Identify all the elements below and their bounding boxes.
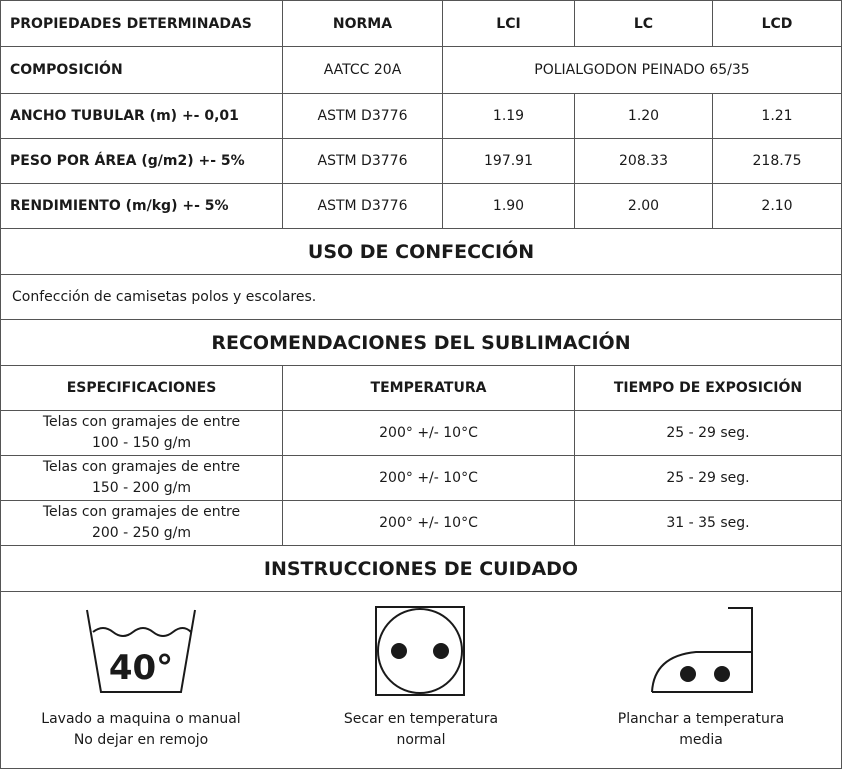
property-lci: 1.19	[443, 94, 575, 139]
cuidado-icons-row	[1, 592, 842, 769]
spec-line-1: Telas con gramajes de entre	[42, 459, 241, 475]
property-lcd: 2.10	[713, 184, 842, 229]
table-row	[1, 139, 842, 184]
spec-cell	[1, 411, 283, 456]
header-norma: NORMA	[283, 1, 443, 47]
temp-cell: 200° +/- 10°C	[283, 501, 575, 546]
property-lci: 1.90	[443, 184, 575, 229]
property-norma: ASTM D3776	[283, 94, 443, 139]
property-lcd: 1.21	[713, 94, 842, 139]
header-lc: LC	[575, 1, 713, 47]
property-lc: 1.20	[575, 94, 713, 139]
header-especificaciones: ESPECIFICACIONES	[1, 366, 283, 411]
property-label: PESO POR ÁREA (g/m2) +- 5%	[1, 139, 283, 184]
care-item-iron	[581, 592, 821, 751]
care-label-line-2: media	[679, 732, 723, 748]
uso-title: USO DE CONFECCIÓN	[1, 229, 842, 275]
care-icons	[1, 592, 841, 768]
composicion-row	[1, 47, 842, 94]
property-lcd: 218.75	[713, 139, 842, 184]
care-item-dry	[301, 592, 541, 751]
sublimacion-header-row	[1, 366, 842, 411]
spec-cell	[1, 456, 283, 501]
header-lci: LCI	[443, 1, 575, 47]
care-label-line-2: No dejar en remojo	[73, 732, 209, 748]
composicion-norma: AATCC 20A	[283, 47, 443, 94]
header-tiempo: TIEMPO DE EXPOSICIÓN	[575, 366, 842, 411]
spec-line-1: Telas con gramajes de entre	[42, 504, 241, 520]
property-lc: 208.33	[575, 139, 713, 184]
time-cell: 25 - 29 seg.	[575, 411, 842, 456]
spec-line-2: 200 - 250 g/m	[91, 525, 192, 541]
wash-temperature-symbol: 40°	[108, 648, 174, 688]
cuidado-title-row	[1, 546, 842, 592]
iron-medium-icon	[646, 606, 756, 696]
wash-40-icon	[81, 606, 201, 696]
table-row	[1, 411, 842, 456]
property-lc: 2.00	[575, 184, 713, 229]
care-label-line-2: normal	[396, 732, 446, 748]
spec-line-2: 150 - 200 g/m	[91, 480, 192, 496]
table-row	[1, 501, 842, 546]
time-cell: 25 - 29 seg.	[575, 456, 842, 501]
property-norma: ASTM D3776	[283, 184, 443, 229]
header-lcd: LCD	[713, 1, 842, 47]
sublimacion-title-row	[1, 320, 842, 366]
uso-text: Confección de camisetas polos y escolares.	[1, 275, 842, 320]
header-temperatura: TEMPERATURA	[283, 366, 575, 411]
temp-cell: 200° +/- 10°C	[283, 456, 575, 501]
cuidado-icons-cell	[1, 592, 842, 769]
tumble-dry-medium-icon	[375, 606, 467, 696]
table-row	[1, 184, 842, 229]
cuidado-title: INSTRUCCIONES DE CUIDADO	[1, 546, 842, 592]
time-cell: 31 - 35 seg.	[575, 501, 842, 546]
header-propiedades: PROPIEDADES DETERMINADAS	[1, 1, 283, 47]
care-item-wash	[21, 592, 261, 751]
uso-title-row	[1, 229, 842, 275]
property-label: ANCHO TUBULAR (m) +- 0,01	[1, 94, 283, 139]
care-label-line-1: Secar en temperatura	[343, 711, 499, 727]
spec-line-2: 100 - 150 g/m	[91, 435, 192, 451]
temp-cell: 200° +/- 10°C	[283, 411, 575, 456]
sublimacion-title: RECOMENDACIONES DEL SUBLIMACIÓN	[1, 320, 842, 366]
care-label-line-1: Lavado a maquina o manual	[41, 711, 241, 727]
property-norma: ASTM D3776	[283, 139, 443, 184]
table-row	[1, 456, 842, 501]
composicion-label: COMPOSICIÓN	[1, 47, 283, 94]
uso-text-row	[1, 275, 842, 320]
properties-header-row	[1, 1, 842, 47]
table-row	[1, 94, 842, 139]
spec-cell	[1, 501, 283, 546]
property-lci: 197.91	[443, 139, 575, 184]
care-label-line-1: Planchar a temperatura	[617, 711, 785, 727]
composicion-value: POLIALGODON PEINADO 65/35	[443, 47, 842, 94]
property-label: RENDIMIENTO (m/kg) +- 5%	[1, 184, 283, 229]
spec-line-1: Telas con gramajes de entre	[42, 414, 241, 430]
